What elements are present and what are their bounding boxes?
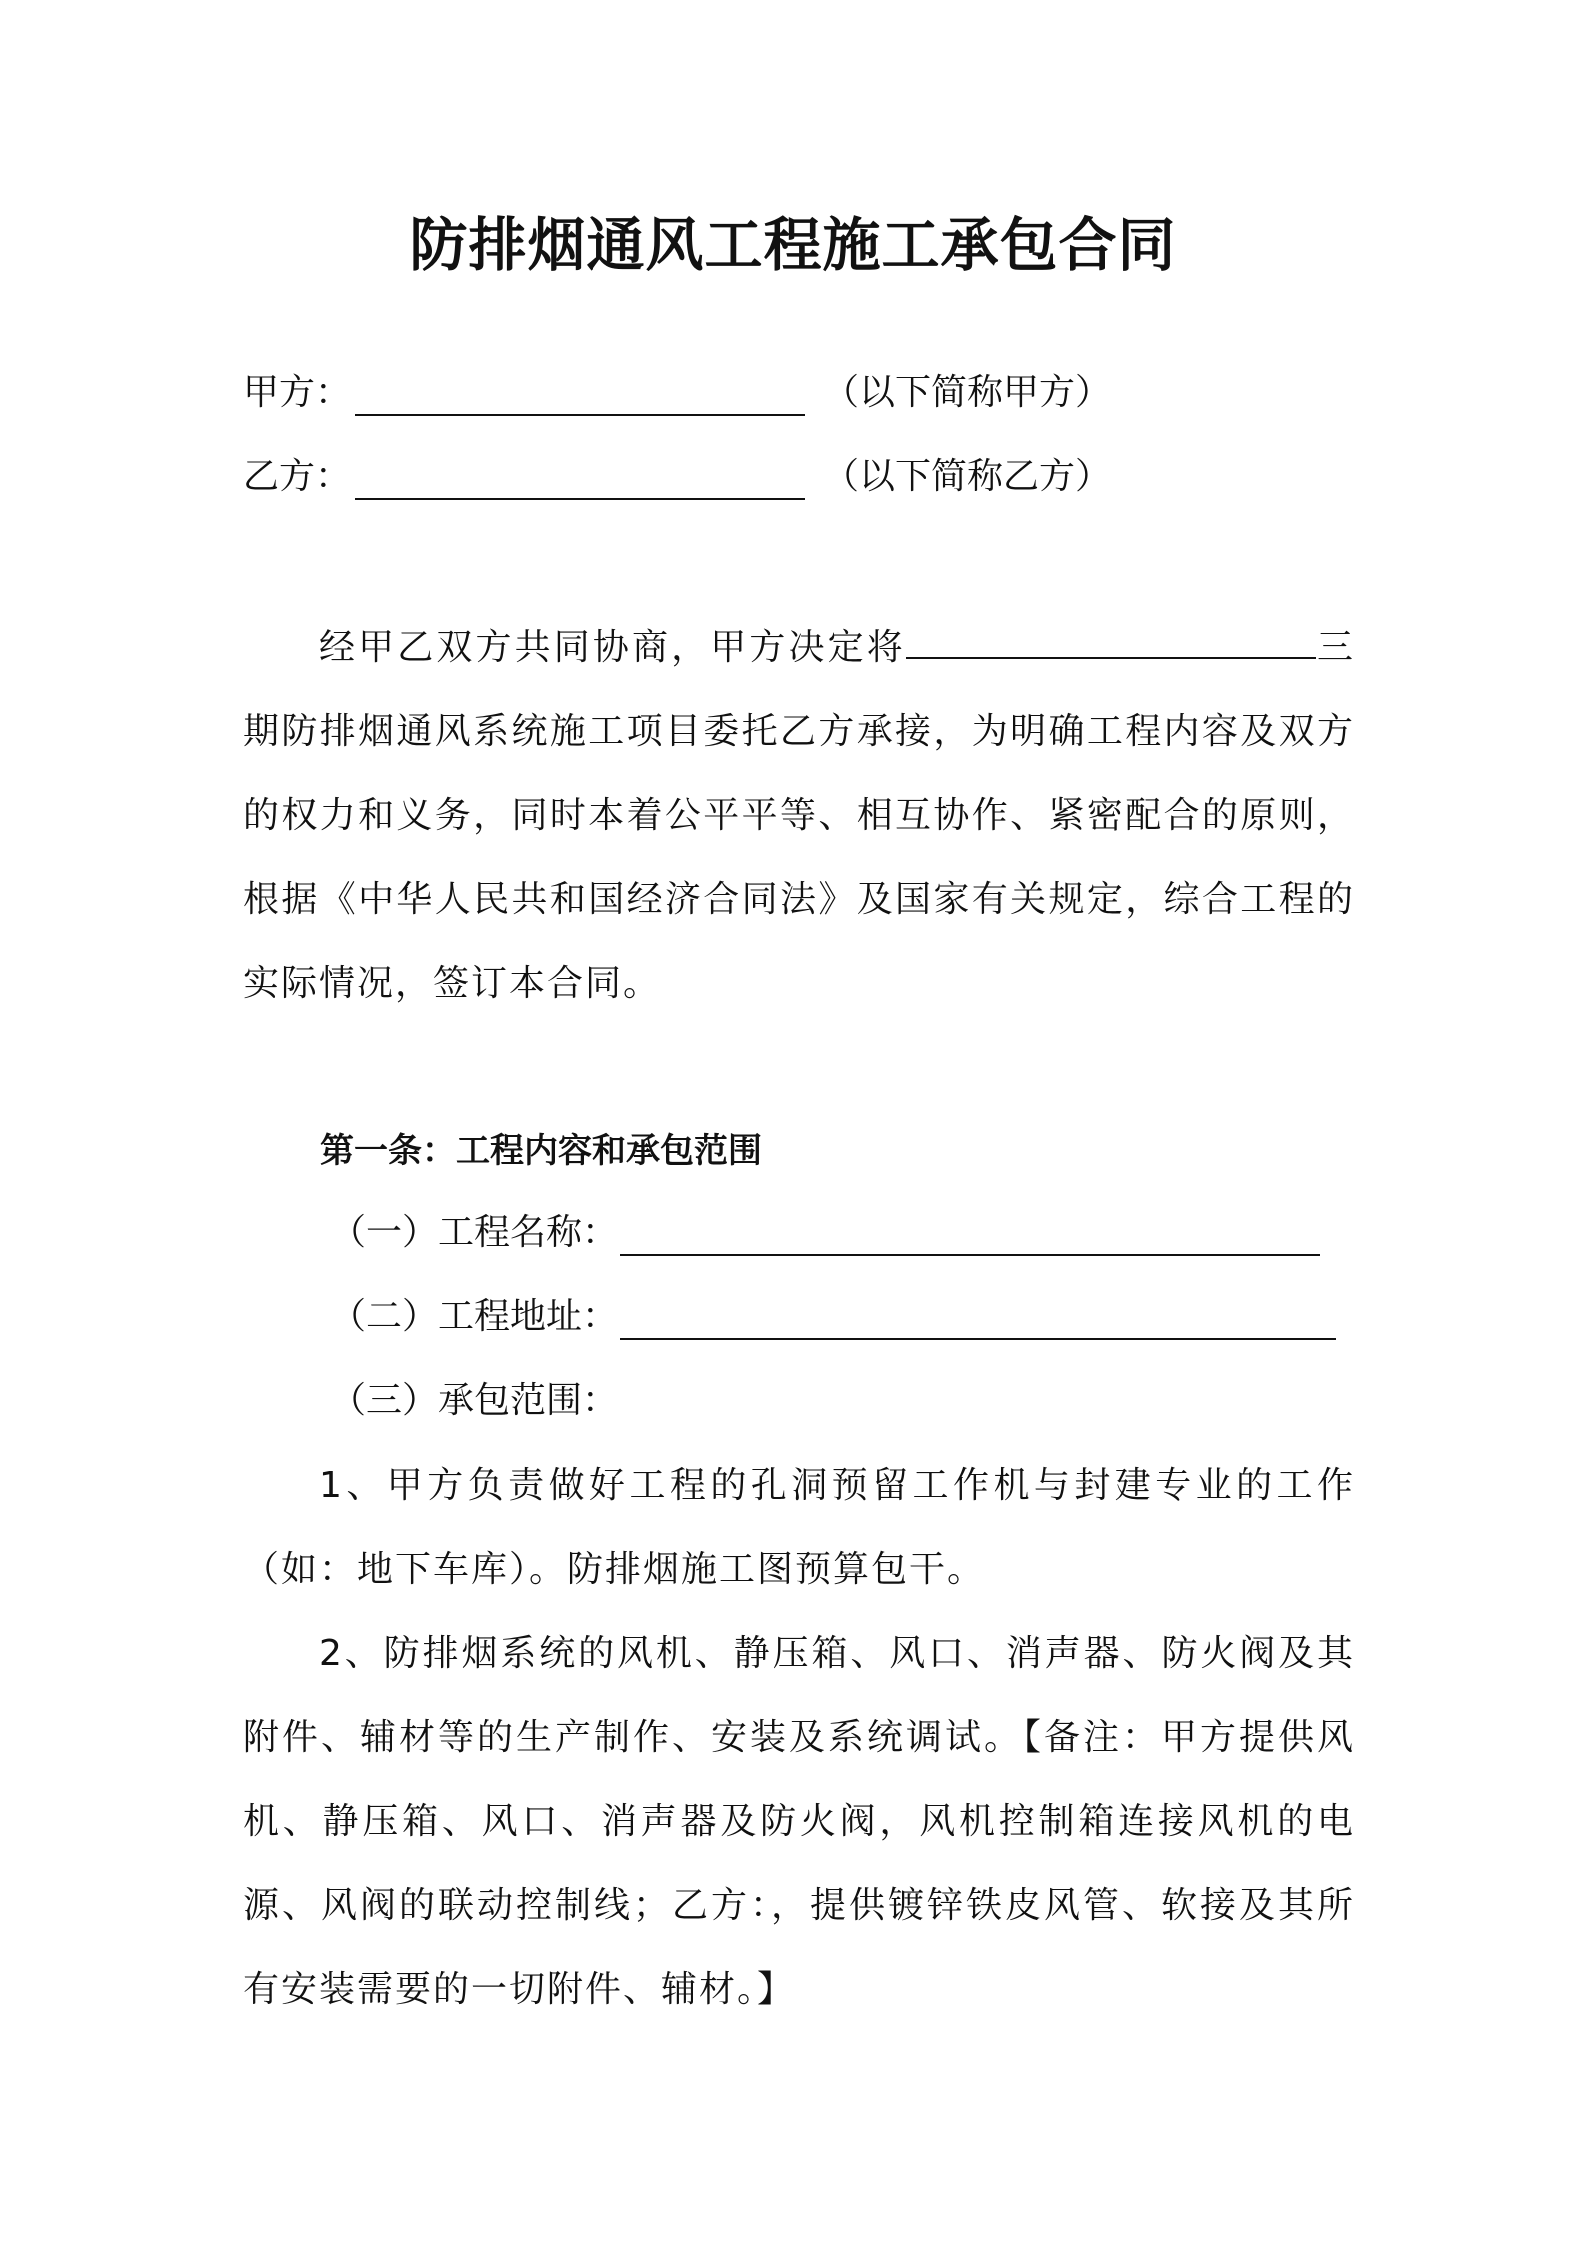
party-b-suffix: （以下简称乙方） xyxy=(823,456,1112,497)
article-1-heading: 第一条：工程内容和承包范围 xyxy=(320,1131,762,1171)
document-title: 防排烟通风工程施工承包合同 xyxy=(409,211,1177,279)
party-b-blank-line xyxy=(355,498,805,500)
party-a-blank-line xyxy=(355,414,805,416)
project-address-blank-line xyxy=(620,1338,1336,1340)
contract-scope-label: （三）承包范围： xyxy=(330,1380,619,1421)
project-name-blank-line xyxy=(620,1254,1320,1256)
party-a-label: 甲方： xyxy=(243,372,352,413)
party-b-label: 乙方： xyxy=(243,456,352,497)
intro-paragraph xyxy=(243,606,1355,1026)
scope-clause-1: 1、甲方负责做好工程的孔洞预留工作机与封建专业的工作（如：地下车库）。防排烟施工图预算包干。 xyxy=(243,1465,1355,1590)
scope-clause-2: 2、防排烟系统的风机、静压箱、风口、消声器、防火阀及其附件、辅材等的生产制作、安装及系统调试。【备注：甲方提供风机、静压箱、风口、消声器及防火阀，风机控制箱连接风机的电源、风阀的联动控制线；乙方：，提供镀锌铁皮风管、软接及其所有安装需要的一切附件、辅材。】 xyxy=(243,1633,1355,2010)
project-address-label: （二）工程地址： xyxy=(330,1296,619,1337)
party-a-suffix: （以下简称甲方） xyxy=(823,372,1112,413)
project-name-label: （一）工程名称： xyxy=(330,1212,619,1253)
intro-text-before-blank: 经甲乙双方共同协商，甲方决定将 xyxy=(319,627,906,668)
project-blank-line xyxy=(906,617,1316,659)
intro-text-after-blank: 三期防排烟通风系统施工项目委托乙方承接，为明确工程内容及双方的权力和义务，同时本着公平平等、相互协作、紧密配合的原则，根据《中华人民共和国经济合同法》及国家有关规定，综合工程的实际情况，签订本合同。 xyxy=(243,627,1355,1004)
